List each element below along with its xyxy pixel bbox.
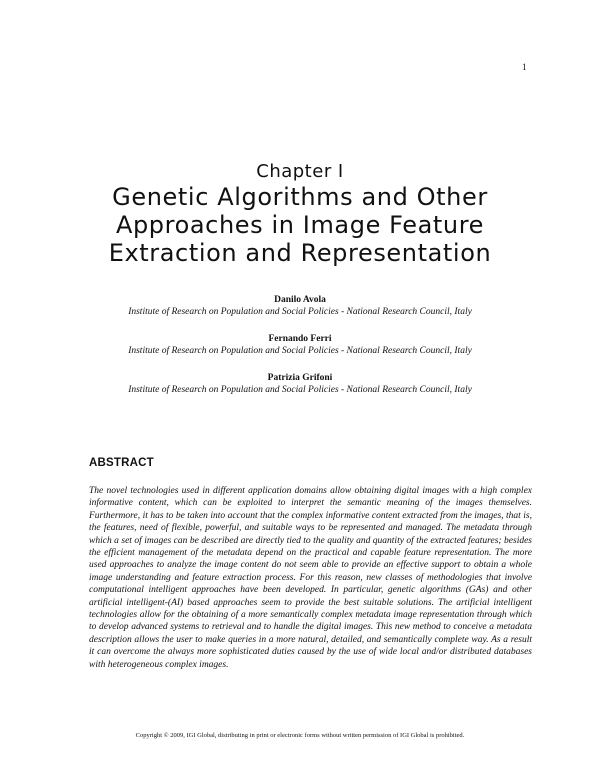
chapter-label: Chapter I (256, 161, 344, 182)
chapter-title-line: Extraction and Representation (108, 239, 492, 267)
chapter-title (60, 183, 540, 267)
copyright-notice: Copyright © 2009, IGI Global, distributing in print or electronic forms without written permission of IGI Global is prohibited. (135, 732, 465, 739)
author-block (60, 333, 540, 357)
author-name: Patrizia Grifoni (267, 373, 333, 383)
chapter-title-line: Genetic Algorithms and Other (112, 183, 488, 211)
author-block (60, 294, 540, 318)
abstract-heading: ABSTRACT (89, 457, 154, 469)
abstract-text: The novel technologies used in different application domains allow obtaining digital images with a high complex informative content, which can be exploited to interpret the semantic meaning of the images themselves. Furthermore, it has to be taken into account that the complex informative content extracted from the images, that is, the features, need of flexible, powerful, and suitable ways to be represented and managed. The metadata through which a set of images can be described are directly tied to the quality and quantity of the extracted features; besides the efficient management of the metadata depend on the practical and capable feature representation. The more used approaches to analyze the image content do not seem able to provide an effective support to obtain a whole image understanding and feature extraction process. For this reason, new classes of methodologies that involve computational intelligent approaches have been developed. In particular, genetic algorithms (GAs) and other artificial intelligent-(AI) based approaches seem to provide the best suitable solutions. The artificial intelligent technologies allow for the obtaining of a more semantically complex metadata image representation through which to develop advanced systems to retrieval and to handle the digital images. This new method to conceive a metadata description allows the user to make queries in a more natural, detailed, and semantically complete way. As a result it can overcome the always more sophisticated duties caused by the use of wide local and/or distributed databases with heterogeneous complex images. (89, 486, 532, 670)
page-number: 1 (522, 62, 527, 72)
author-affiliation: Institute of Research on Population and Social Policies - National Research Council, Italy (128, 385, 472, 395)
author-list (60, 294, 540, 411)
author-affiliation: Institute of Research on Population and Social Policies - National Research Council, Italy (128, 307, 472, 317)
chapter-title-line: Approaches in Image Feature (115, 211, 485, 239)
author-block (60, 372, 540, 396)
author-name: Fernando Ferri (268, 334, 332, 344)
author-affiliation: Institute of Research on Population and Social Policies - National Research Council, Italy (128, 346, 472, 356)
author-name: Danilo Avola (274, 295, 326, 305)
